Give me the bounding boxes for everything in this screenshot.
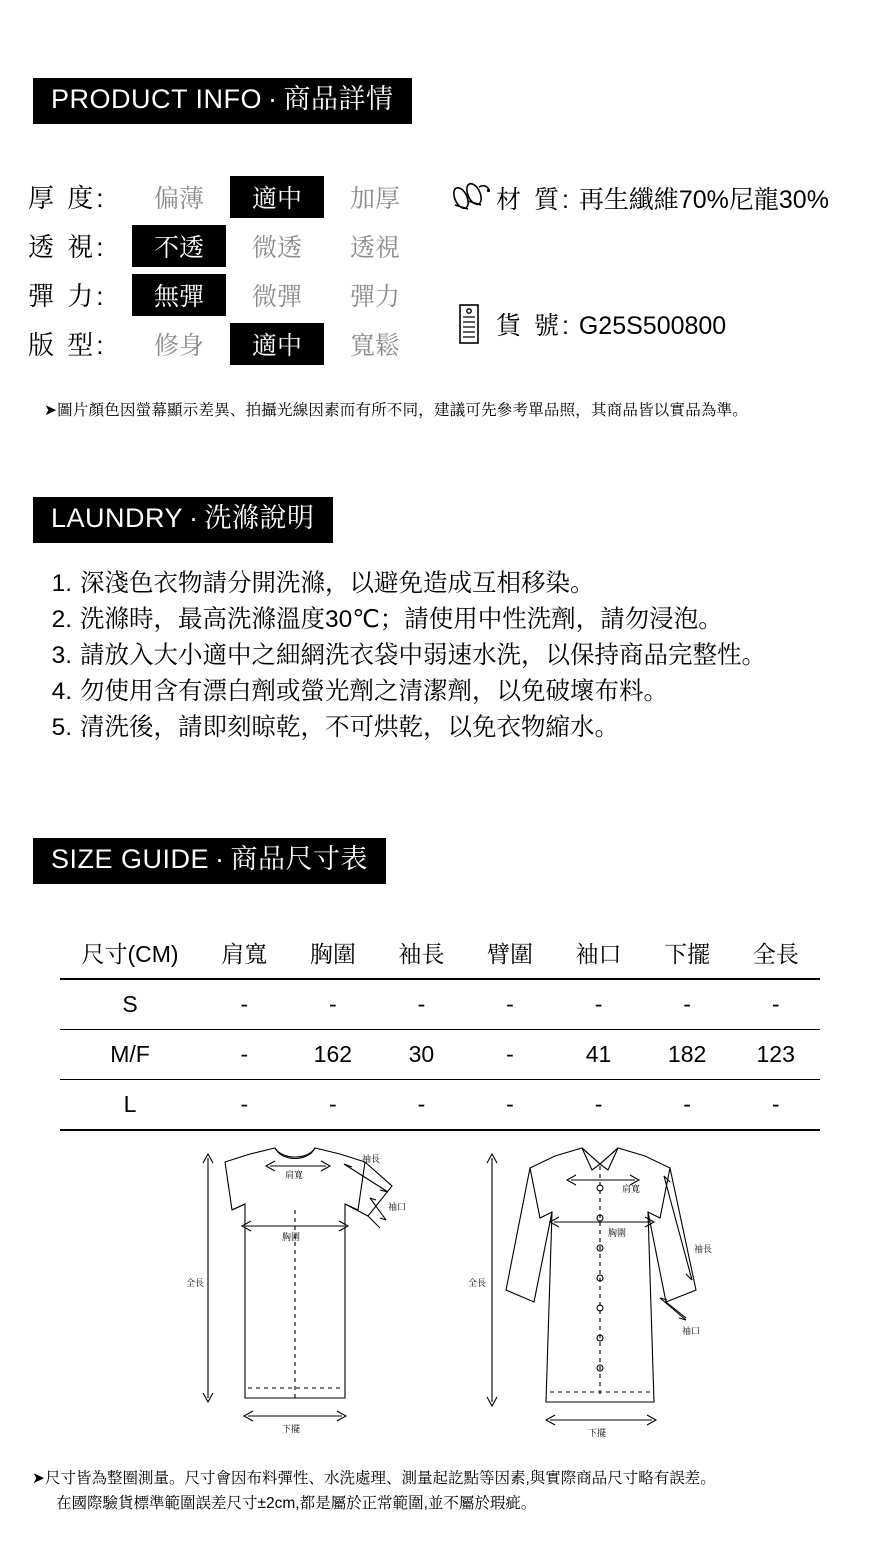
diagram-label-left-chest: 胸圍 [282, 1232, 301, 1242]
size-header-4: 臂圍 [466, 925, 555, 979]
measurement-diagrams [130, 1140, 760, 1450]
list-item [30, 638, 860, 674]
laundry-item-number-3: 3. [51, 642, 72, 669]
size-cell-0-6: - [683, 991, 691, 1017]
laundry-title-separator: · [189, 503, 199, 533]
attribute-option-thickness-2[interactable]: 加厚 [349, 184, 400, 213]
diagram-label-right-cuff: 袖口 [682, 1326, 701, 1336]
laundry-item-text-5: 清洗後，請即刻晾乾，不可烘乾，以免衣物縮水。 [80, 714, 619, 741]
size-cell-2-4: - [506, 1091, 514, 1117]
laundry-item-text-4: 勿使用含有漂白劑或螢光劑之清潔劑，以免破壞布料。 [80, 678, 668, 705]
size-note-line-1: ➤尺寸皆為整圈測量。尺寸會因布料彈性、水洗處理、測量起訖點等因素,與實際商品尺寸略有誤差。 [32, 1470, 716, 1487]
size-cell-1-3: 30 [408, 1041, 435, 1067]
size-header-6: 下擺 [643, 925, 732, 979]
attribute-label-fit: 版 型: [28, 330, 107, 360]
table-row [60, 1080, 820, 1131]
size-cell-2-3: - [417, 1091, 426, 1117]
laundry-title-zh: 洗滌說明 [204, 503, 315, 533]
laundry-item-text-3: 請放入大小適中之細網洗衣袋中弱速水洗，以保持商品完整性。 [80, 642, 766, 669]
attribute-option-elasticity-1[interactable]: 微彈 [251, 282, 302, 311]
section-title-zh: 商品詳情 [283, 84, 394, 114]
size-cell-2-0: L [123, 1091, 137, 1117]
diagram-label-right-chest: 胸圍 [608, 1228, 627, 1238]
size-header-2: 胸圍 [289, 925, 378, 979]
product-meta [448, 172, 868, 344]
table-row [60, 1030, 820, 1080]
size-cell-1-1: - [240, 1041, 249, 1067]
product-info-note: ➤圖片顏色因螢幕顯示差異、拍攝光線因素而有所不同，建議可先參考單品照，其商品皆以實品為準。 [44, 402, 748, 419]
attribute-option-fit-0[interactable]: 修身 [153, 331, 204, 360]
size-cell-1-4: - [506, 1041, 514, 1067]
diagram-label-left-shoulder: 肩寬 [285, 1170, 304, 1180]
size-cell-2-6: - [683, 1091, 691, 1117]
size-header-5: 袖口 [554, 925, 643, 979]
material-row [448, 178, 868, 218]
attribute-option-sheerness-2[interactable]: 透視 [349, 233, 400, 262]
list-item [30, 710, 860, 746]
size-title-en: SIZE GUIDE [51, 844, 210, 874]
material-text [496, 180, 829, 216]
size-cell-2-7: - [771, 1091, 780, 1117]
diagram-label-left-hem: 下擺 [282, 1424, 301, 1434]
item-number-text [496, 306, 726, 342]
section-title-separator: · [268, 84, 278, 114]
thread-spool-icon [448, 178, 490, 218]
laundry-item-number-1: 1. [51, 570, 72, 597]
laundry-instruction-list [30, 566, 860, 746]
size-cell-1-0: M/F [110, 1041, 150, 1067]
attribute-option-thickness-0[interactable]: 偏薄 [153, 184, 204, 213]
price-tag-icon [448, 304, 490, 344]
size-table [60, 925, 820, 1131]
laundry-item-number-4: 4. [51, 678, 72, 705]
size-cell-0-7: - [771, 991, 780, 1017]
size-note-line-2: 在國際驗貨標準範圍誤差尺寸±2cm,都是屬於正常範圍,並不屬於瑕疵。 [56, 1495, 537, 1512]
laundry-item-text-2: 洗滌時，最高洗滌溫度30℃；請使用中性洗劑，請勿浸泡。 [80, 606, 723, 633]
attribute-option-fit-1[interactable]: 適中 [230, 323, 324, 365]
material-value: 再生纖維70%尼龍30% [578, 186, 829, 214]
size-guide-note [32, 1466, 852, 1516]
size-title-separator: · [215, 844, 225, 874]
diagram-label-left-sleeve-length: 袖長 [362, 1154, 381, 1164]
table-row [60, 979, 820, 1030]
size-cell-1-6: 182 [667, 1041, 707, 1067]
attribute-label-thickness: 厚 度: [28, 183, 107, 213]
section-title-en: PRODUCT INFO [51, 84, 263, 114]
attribute-option-fit-2[interactable]: 寬鬆 [349, 331, 400, 360]
size-cell-2-1: - [240, 1091, 249, 1117]
diagram-label-left-cuff: 袖口 [388, 1202, 407, 1212]
diagram-label-right-sleeve-length: 袖長 [694, 1244, 713, 1254]
attribute-option-sheerness-0[interactable]: 不透 [132, 225, 226, 267]
attribute-row-sheerness [28, 221, 428, 270]
attribute-label-sheerness: 透 視: [28, 232, 107, 262]
laundry-item-number-5: 5. [51, 714, 72, 741]
size-cell-1-2: 162 [313, 1041, 353, 1067]
size-cell-0-1: - [240, 991, 249, 1017]
size-cell-0-0: S [122, 991, 138, 1017]
diagram-label-left-total-length: 全長 [186, 1278, 205, 1288]
attribute-row-thickness [28, 172, 428, 221]
size-header-3: 袖長 [377, 925, 466, 979]
item-number-row [448, 304, 868, 344]
size-cell-1-7: 123 [756, 1041, 795, 1067]
size-header-0: 尺寸(CM) [60, 925, 200, 979]
diagram-label-right-total-length: 全長 [468, 1278, 487, 1288]
attribute-option-elasticity-0[interactable]: 無彈 [132, 274, 226, 316]
diagram-label-right-hem: 下擺 [588, 1428, 607, 1438]
laundry-title-en: LAUNDRY [51, 503, 184, 533]
attribute-row-fit [28, 319, 428, 368]
attribute-option-thickness-1[interactable]: 適中 [230, 176, 324, 218]
size-header-1: 肩寬 [200, 925, 289, 979]
garment-measurement-svg [130, 1140, 760, 1450]
list-item [30, 602, 860, 638]
size-cell-1-5: 41 [585, 1041, 612, 1067]
material-label: 材 質: [496, 186, 572, 214]
attribute-option-elasticity-2[interactable]: 彈力 [349, 282, 400, 311]
size-cell-0-4: - [506, 991, 514, 1017]
section-header-laundry [33, 497, 333, 543]
size-cell-0-5: - [594, 991, 603, 1017]
list-item [30, 566, 860, 602]
laundry-item-text-1: 深淺色衣物請分開洗滌，以避免造成互相移染。 [80, 570, 595, 597]
list-item [30, 674, 860, 710]
item-number-label: 貨 號: [496, 312, 572, 340]
item-number-value: G25S500800 [578, 312, 727, 340]
size-header-7: 全長 [731, 925, 820, 979]
size-title-zh: 商品尺寸表 [230, 844, 369, 874]
attribute-row-elasticity [28, 270, 428, 319]
diagram-label-right-shoulder: 肩寬 [622, 1184, 641, 1194]
size-cell-0-3: - [417, 991, 426, 1017]
size-cell-0-2: - [329, 991, 337, 1017]
table-header-row [60, 925, 820, 979]
section-header-size-guide [33, 838, 386, 884]
attribute-option-sheerness-1[interactable]: 微透 [251, 233, 302, 262]
section-header-product-info [33, 78, 412, 124]
size-cell-2-5: - [594, 1091, 603, 1117]
attribute-list [28, 172, 428, 368]
attribute-label-elasticity: 彈 力: [28, 281, 107, 311]
laundry-item-number-2: 2. [51, 606, 72, 633]
size-cell-2-2: - [329, 1091, 337, 1117]
